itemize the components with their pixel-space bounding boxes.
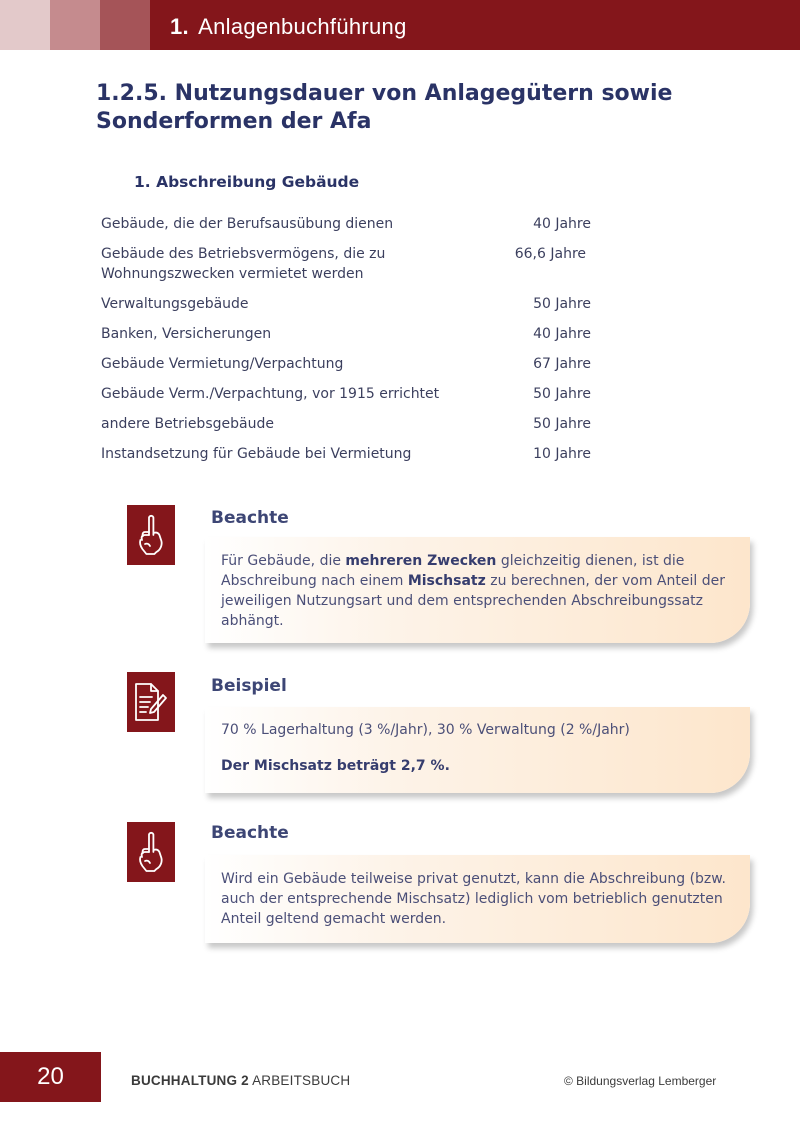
chapter-title	[170, 10, 407, 40]
example-text: 70 % Lagerhaltung (3 %/Jahr), 30 % Verwaltung (2 %/Jahr)	[221, 722, 630, 738]
book-title-bold: BUCHHALTUNG 2	[131, 1073, 249, 1088]
document-pencil-icon	[127, 672, 175, 732]
table-row	[101, 354, 591, 374]
row-label: Gebäude Vermietung/Verpachtung	[101, 356, 344, 372]
table-row	[101, 444, 591, 464]
note-box	[205, 537, 750, 643]
text-segment: gleichzeitig dienen, ist die Abschreibung nach einem	[221, 553, 685, 589]
callout-heading: Beachte	[211, 508, 289, 528]
note-box	[205, 855, 750, 943]
row-label: andere Betriebsgebäude	[101, 416, 274, 432]
header-stripe	[0, 0, 50, 50]
section-title: 1. Abschreibung Gebäude	[134, 173, 360, 191]
row-label: Instandsetzung für Gebäude bei Vermietung	[101, 446, 412, 462]
table-row	[101, 324, 591, 344]
row-value: 50 Jahre	[533, 296, 591, 312]
useful-life-table	[101, 214, 591, 464]
text-segment: Für Gebäude, die	[221, 553, 346, 569]
row-value: 40 Jahre	[533, 216, 591, 232]
table-row	[101, 414, 591, 434]
example-result	[221, 756, 732, 776]
text-segment: zu berechnen, der vom Anteil der jeweiligen Nutzungsart und dem entsprechenden Abschreibungssatz abhängt.	[221, 573, 725, 629]
note-text: Wird ein Gebäude teilweise privat genutzt, kann die Abschreibung (bzw. auch der entsprechende Mischsatz) lediglich vom betrieblich genutzten Anteil geltend gemacht werden.	[221, 871, 726, 927]
row-label: Verwaltungsgebäude	[101, 296, 249, 312]
pointing-finger-icon	[127, 822, 175, 882]
emphasis-text: mehreren Zwecken	[345, 553, 497, 569]
row-value: 66,6 Jahre	[514, 246, 586, 262]
callout-heading: Beachte	[211, 823, 289, 843]
table-row	[101, 384, 591, 404]
page-number: 20	[0, 1052, 101, 1102]
table-row	[101, 214, 591, 234]
row-value: 50 Jahre	[533, 416, 591, 432]
table-row	[101, 244, 591, 284]
row-value: 10 Jahre	[533, 446, 591, 462]
emphasis-text: Der Mischsatz beträgt 2,7 %.	[221, 758, 450, 774]
chapter-name: Anlagenbuchführung	[198, 14, 407, 39]
row-value: 50 Jahre	[533, 386, 591, 402]
note-text	[221, 551, 732, 631]
chapter-header	[0, 0, 800, 50]
table-row	[101, 294, 591, 314]
copyright: © Bildungsverlag Lemberger	[564, 1074, 717, 1088]
chapter-number: 1.	[170, 14, 189, 39]
callout-heading: Beispiel	[211, 676, 287, 696]
emphasis-text: Mischsatz	[407, 573, 486, 589]
book-title	[131, 1073, 350, 1088]
row-value: 67 Jahre	[533, 356, 591, 372]
row-label: Gebäude, die der Berufsausübung dienen	[101, 216, 394, 232]
header-band	[150, 0, 800, 50]
book-title-rest: ARBEITSBUCH	[252, 1073, 351, 1088]
row-value: 40 Jahre	[533, 326, 591, 342]
pointing-finger-icon	[127, 505, 175, 565]
header-stripe	[100, 0, 150, 50]
row-label: Gebäude des Betriebsvermögens, die zu Wohnungszwecken vermietet werden	[101, 246, 386, 282]
row-label: Banken, Versicherungen	[101, 326, 272, 342]
header-stripe	[50, 0, 100, 50]
page-title: 1.2.5. Nutzungsdauer von Anlagegütern sowie Sonderformen der Afa	[96, 81, 673, 134]
example-box	[205, 707, 750, 793]
row-label: Gebäude Verm./Verpachtung, vor 1915 errichtet	[101, 386, 440, 402]
